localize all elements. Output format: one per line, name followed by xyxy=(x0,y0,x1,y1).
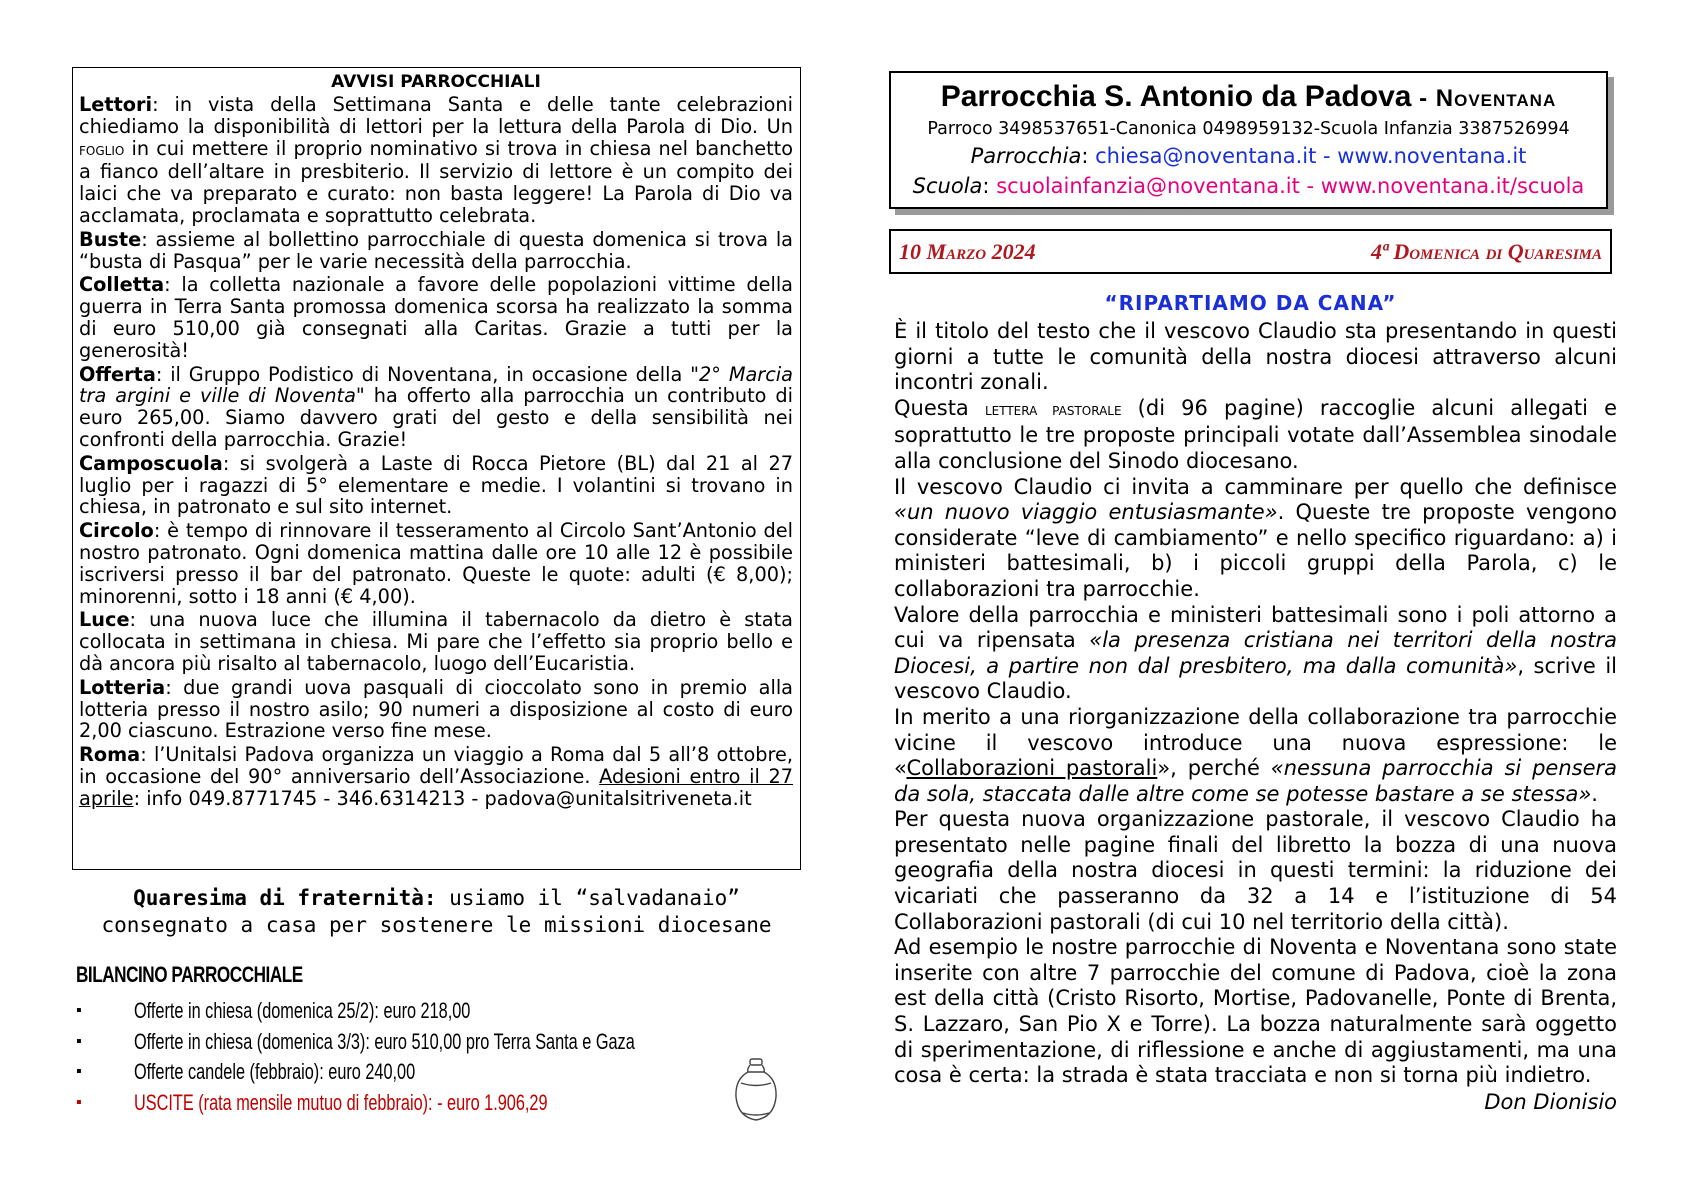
notice-label: Lettori xyxy=(79,93,153,116)
notice-label: Lotteria xyxy=(79,675,166,699)
parish-header xyxy=(889,71,1608,209)
parish-site-link[interactable]: www.noventana.it xyxy=(1337,144,1527,168)
notice-label: Roma xyxy=(79,743,141,767)
bullet-icon: ▪ xyxy=(76,1093,82,1111)
notice-roma: Roma: l’Unitalsi Padova organizza un viaggio a Roma dal 5 all’8 ottobre, in occasione del 90° anniversario dell’Associazione. Adesioni entro il 27 aprile: info 049.8771745 - 346.6314213 - padova@unitalsitriveneta.it xyxy=(79,743,793,810)
notice-circolo: Circolo: è tempo di rinnovare il tesseramento al Circolo Sant’Antonio del nostro patronato. Ogni domenica mattina dalle ore 10 alle 12 è possibile iscriversi presso il bar del patronato. Queste le quote: adulti (€ 8,00); minorenni, sotto i 18 anni (€ 4,00). xyxy=(79,519,793,608)
school-line: Scuola: scuolainfanzia@noventana.it - www.noventana.it/scuola xyxy=(912,174,1585,198)
article-paragraph: È il titolo del testo che il vescovo Claudio sta presentando in questi giorni a tutte le comunità della nostra diocesi attraverso alcuni incontri zonali. xyxy=(894,319,1617,395)
school-email-link[interactable]: scuolainfanzia@noventana.it xyxy=(996,174,1300,198)
balance-list xyxy=(76,996,736,1118)
article-paragraph: Ad esempio le nostre parrocchie di Noventa e Noventana sono state inserite con altre 7 parrocchie del comune di Padova, cioè la zona est della città (Cristo Risorto, Mortise, Padovanelle, Ponte di Brenta, S. Lazzaro, San Pio X e Torre). La bozza naturalmente sarà oggetto di sperimentazione, di riflessione e anche di aggiustamenti, ma una cosa è certa: la strada è stata tracciata e non si torna più indietro. xyxy=(894,935,1617,1088)
parish-line: Parrocchia: chiesa@noventana.it - www.noventana.it xyxy=(970,144,1527,168)
notices-title: AVVISI PARROCCHIALI xyxy=(331,72,541,92)
article-paragraph: In merito a una riorganizzazione della collaborazione tra parrocchie vicine il vescovo introduce una nuova espressione: le «Collaborazioni pastorali», perché «nessuna parrocchia si pensera da sola, staccata dalle altre come se potesse bastare a se stessa». xyxy=(894,704,1617,806)
lent-announcement: Quaresima di fraternità: usiamo il “salvadanaio” consegnato a casa per sostenere le missioni diocesane xyxy=(101,886,772,937)
notice-label: Offerta xyxy=(79,362,156,386)
notice-label: Luce xyxy=(79,608,130,632)
bullet-icon: ▪ xyxy=(76,1032,82,1050)
date-bar xyxy=(889,229,1612,274)
signature: Don Dionisio xyxy=(1484,1089,1617,1114)
article-paragraph: Valore della parrocchia e ministeri battesimali sono i poli attorno a cui va ripensata «la presenza cristiana nei territori della nostra Diocesi, a partire non dal presbitero, ma dalla comunità», scrive il vescovo Claudio. xyxy=(894,602,1618,704)
list-item: ▪ Offerte in chiesa (domenica 3/3): euro 510,00 pro Terra Santa e Gaza xyxy=(76,1027,736,1058)
notice-label: Buste xyxy=(79,227,142,251)
notice-label: Colletta xyxy=(79,273,165,297)
notice-camposcuola: Camposcuola: si svolgerà a Laste di Rocca Pietore (BL) dal 21 al 27 luglio per i ragazzi di 5° elementare e medie. I volantini si trovano in chiesa, in patronato e sul sito internet. xyxy=(79,451,793,519)
list-item: ▪ Offerte candele (febbraio): euro 240,00 xyxy=(76,1057,736,1088)
parish-title: Parrocchia S. Antonio da Padova - Noventana xyxy=(940,80,1557,113)
piggy-jar-icon xyxy=(733,1057,779,1123)
notice-offerta: Offerta: il Gruppo Podistico di Noventana, in occasione della "2° Marcia tra argini e ville di Noventa" ha offerto alla parrocchia un contributo di euro 265,00. Siamo davvero grati del gesto e della sensibilità nei confronti della parrocchia. Grazie! xyxy=(79,362,793,451)
notices-box xyxy=(72,67,801,870)
notice-label: Circolo xyxy=(79,519,154,543)
notice-lotteria: Lotteria: due grandi uova pasquali di cioccolato sono in premio alla lotteria presso il nostro asilo; 90 numeri a disposizione al costo di euro 2,00 ciascuno. Estrazione verso fine mese. xyxy=(79,675,793,743)
school-site-link[interactable]: www.noventana.it/scuola xyxy=(1320,174,1585,198)
article-paragraph: Per questa nuova organizzazione pastorale, il vescovo Claudio ha presentato nelle pagine finali del libretto la bozza di una nuova geografia della nostra diocesi in questi termini: la riduzione dei vicariati che passeranno da 32 a 14 e l’istituzione di 54 Collaborazioni pastorali (di cui 10 nel territorio della città). xyxy=(894,807,1617,934)
liturgical-sunday: 4ª Domenica di Quaresima xyxy=(1370,239,1602,264)
article-title: “RIPARTIAMO DA CANA” xyxy=(1104,291,1397,315)
bullet-icon: ▪ xyxy=(76,1002,82,1019)
article-paragraph: Questa lettera pastorale (di 96 pagine) raccoglie alcuni allegati e soprattutto le tre proposte principali votate dall’Assemblea sinodale alla conclusione del Sinodo diocesano. xyxy=(894,395,1617,473)
issue-date: 10 Marzo 2024 xyxy=(899,239,1036,264)
balance-title: BILANCINO PARROCCHIALE xyxy=(76,962,303,987)
parish-email-link[interactable]: chiesa@noventana.it xyxy=(1095,144,1317,168)
article-body xyxy=(894,319,1617,1115)
list-item: ▪ USCITE (rata mensile mutuo di febbraio): - euro 1.906,29 xyxy=(76,1088,736,1119)
parish-contacts: Parroco 3498537651-Canonica 0498959132-Scuola Infanzia 3387526994 xyxy=(927,119,1570,139)
notice-luce: Luce: una nuova luce che illumina il tabernacolo da dietro è stata collocata in settimana in chiesa. Mi pare che l’effetto sia proprio bello e dà ancora più risalto al tabernacolo, luogo dell’Eucaristia. xyxy=(79,608,793,675)
list-item: ▪ Offerte in chiesa (domenica 25/2): euro 218,00 xyxy=(76,996,736,1027)
lent-bold: Quaresima di fraternità: xyxy=(133,886,437,910)
article-paragraph: Il vescovo Claudio ci invita a camminare per quello che definisce «un nuovo viaggio entusiasmante». Queste tre proposte vengono considerate “leve di cambiamento” e nello specifico riguardano: a) i ministeri battesimali, b) i piccoli gruppi della Parola, c) le collaborazioni tra parrocchie. xyxy=(894,474,1617,601)
notice-lettori: Lettori: in vista della Settimana Santa e delle tante celebrazioni chiediamo la disponibilità di lettori per la lettura della Parola di Dio. Un foglio in cui mettere il proprio nominativo si trova in chiesa nel banchetto a fianco dell’altare in presbiterio. Il servizio di lettore è un compito dei laici che va preparato e curato: non basta leggere! La Parola di Dio va acclamata, proclamata e soprattutto celebrata. xyxy=(79,93,793,227)
bullet-icon: ▪ xyxy=(76,1063,82,1080)
notice-colletta: Colletta: la colletta nazionale a favore delle popolazioni vittime della guerra in Terra Santa promossa domenica scorsa ha realizzato la somma di euro 510,00 già consegnati alla Caritas. Grazie a tutti per la generosità! xyxy=(79,273,793,362)
notice-buste: Buste: assieme al bollettino parrocchiale di questa domenica si trova la “busta di Pasqua” per le varie necessità della parrocchia. xyxy=(79,227,793,273)
notice-label: Camposcuola xyxy=(79,451,223,475)
